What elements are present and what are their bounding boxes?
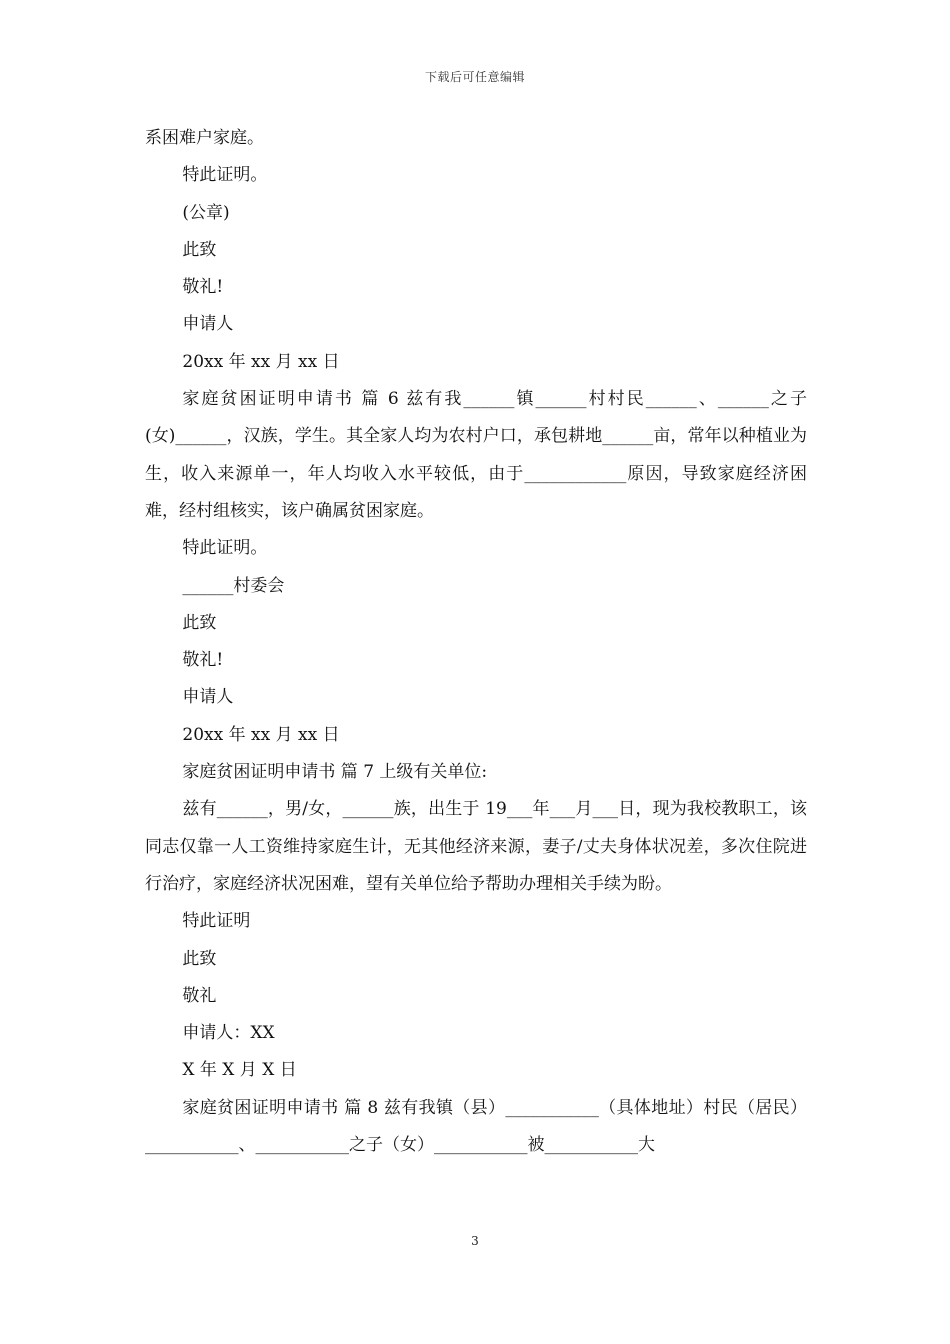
paragraph: X 年 X 月 X 日	[182, 1060, 297, 1081]
paragraph: 此致	[182, 948, 217, 969]
paragraph: 敬礼!	[182, 650, 224, 671]
paragraph: 特此证明。	[182, 165, 268, 186]
paragraph: 申请人	[182, 314, 234, 335]
paragraph: 敬礼!	[182, 277, 224, 298]
paragraph: 此致	[182, 612, 217, 633]
paragraph: 特此证明。	[182, 538, 268, 559]
paragraph: 此致	[182, 239, 217, 260]
page-number: 3	[471, 1234, 479, 1248]
document-body	[145, 120, 807, 1164]
paragraph: 兹有______，男/女，______族，出生于 19___年___月___日，现为我校教职工，该同志仅靠一人工资维持家庭生计，无其他经济来源，妻子/丈夫身体状况差，多次住院进行治疗，家庭经济状况困难，望有关单位给予帮助办理相关手续为盼。	[145, 799, 807, 894]
paragraph: 敬礼	[182, 985, 217, 1006]
paragraph: 家庭贫困证明申请书 篇 6 兹有我______镇______村村民______、______之子(女)______，汉族，学生。其全家人均为农村户口，承包耕地______亩，常年以种植业为生，收入来源单一，年人均收入水平较低，由于____________原因，导致家庭经济困难，经村组核实，该户确属贫困家庭。	[145, 389, 807, 521]
paragraph: 家庭贫困证明申请书 篇 8 兹有我镇（县）___________（具体地址）村民（居民）___________、___________之子（女）___________被___________大	[145, 1097, 807, 1156]
paragraph: ______村委会	[182, 575, 285, 596]
paragraph: (公章)	[182, 202, 230, 223]
paragraph: 家庭贫困证明申请书 篇 7 上级有关单位:	[182, 762, 488, 783]
paragraph: 20xx 年 xx 月 xx 日	[182, 351, 340, 372]
paragraph: 申请人	[182, 687, 234, 708]
paragraph: 系困难户家庭。	[145, 128, 264, 148]
paragraph: 20xx 年 xx 月 xx 日	[182, 724, 340, 745]
page-header: 下载后可任意编辑	[424, 70, 525, 84]
paragraph: 申请人：XX	[182, 1023, 275, 1044]
paragraph: 特此证明	[182, 911, 251, 932]
